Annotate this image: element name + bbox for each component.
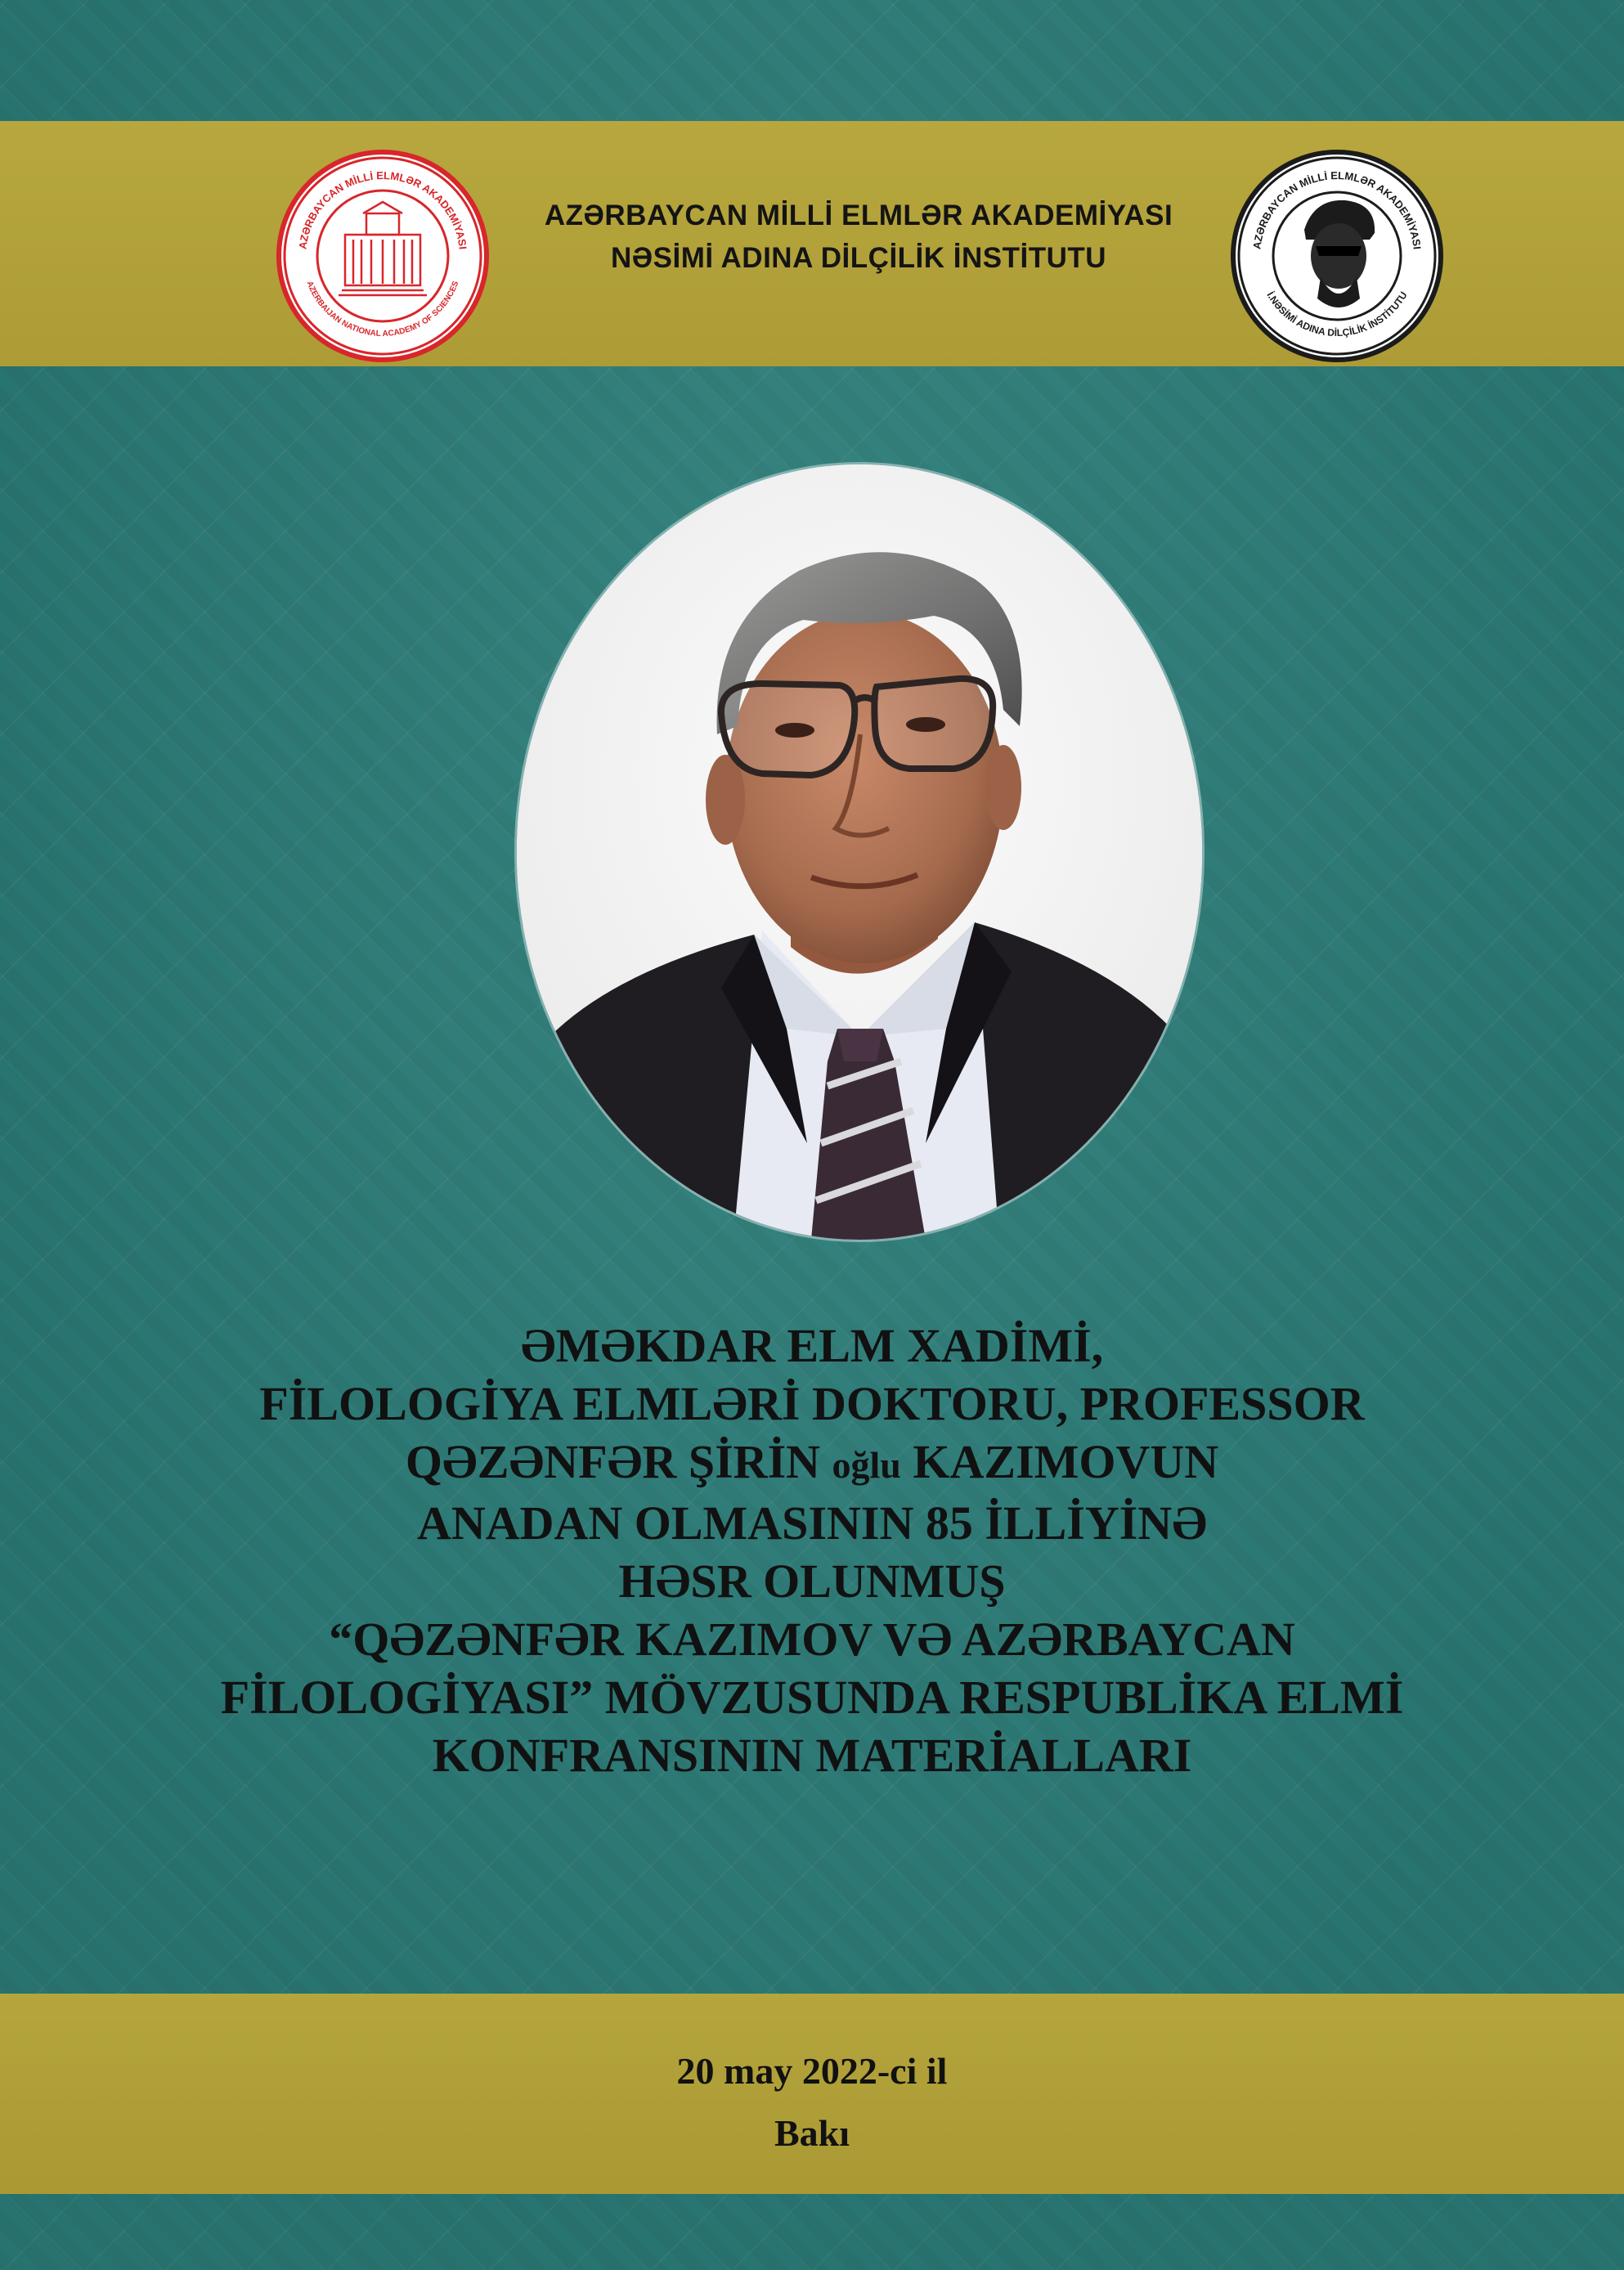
left-seal-ring-bottom: AZERBAIJAN NATIONAL ACADEMY OF SCIENCES xyxy=(304,280,461,339)
title-line-3-patronymic: oğlu xyxy=(832,1444,901,1486)
publication-date: 20 may 2022-ci il xyxy=(676,2050,948,2092)
academy-building-icon xyxy=(339,202,427,295)
title-line-5: HƏSR OLUNMUŞ xyxy=(618,1554,1006,1608)
title-line-6: “QƏZƏNFƏR KAZIMOV VƏ AZƏRBAYCAN xyxy=(329,1613,1295,1666)
institution-header xyxy=(507,195,1210,280)
right-seal-ring-top: AZƏRBAYCAN MİLLİ ELMLƏR AKADEMİYASI xyxy=(1250,168,1424,250)
svg-text:AZƏRBAYCAN MİLLİ ELMLƏR AKADEM xyxy=(296,169,469,250)
title-line-3 xyxy=(123,1433,1501,1494)
header-line-academy: AZƏRBAYCAN MİLLİ ELMLƏR AKADEMİYASI xyxy=(544,200,1173,231)
title-line-3-surname: KAZIMOVUN xyxy=(900,1435,1219,1488)
title-line-7: FİLOLOGİYASI” MÖVZUSUNDA RESPUBLİKA ELMİ xyxy=(220,1671,1404,1724)
title-line-1: ƏMƏKDAR ELM XADİMİ, xyxy=(520,1319,1104,1372)
professor-portrait-icon xyxy=(517,464,1202,1240)
academy-seal-logo xyxy=(276,150,489,362)
title-line-8: KONFRANSININ MATERİALLARI xyxy=(432,1729,1192,1782)
right-seal-ring-bottom: İ.NƏSİMİ ADINA DİLÇİLİK İNSTİTUTU xyxy=(1264,289,1410,339)
title-line-3-name: QƏZƏNFƏR ŞİRİN xyxy=(405,1435,832,1488)
title-line-4: ANADAN OLMASININ 85 İLLİYİNƏ xyxy=(416,1496,1208,1550)
svg-text:AZERBAIJAN NATIONAL ACADEMY OF xyxy=(305,280,461,339)
header-line-institute: NƏSİMİ ADINA DİLÇİLİK İNSTİTUTU xyxy=(610,242,1107,274)
conference-title xyxy=(123,1317,1501,1784)
nasimi-portrait-icon xyxy=(1304,200,1375,307)
publication-city: Bakı xyxy=(774,2112,850,2154)
left-seal-ring-top: AZƏRBAYCAN MİLLİ ELMLƏR AKADEMİYASI xyxy=(296,168,469,250)
portrait-oval xyxy=(517,464,1202,1240)
title-line-2: FİLOLOGİYA ELMLƏRİ DOKTORU, PROFESSOR xyxy=(259,1377,1365,1430)
publication-footer xyxy=(0,2040,1624,2165)
nasimi-institute-seal-logo xyxy=(1231,150,1443,362)
